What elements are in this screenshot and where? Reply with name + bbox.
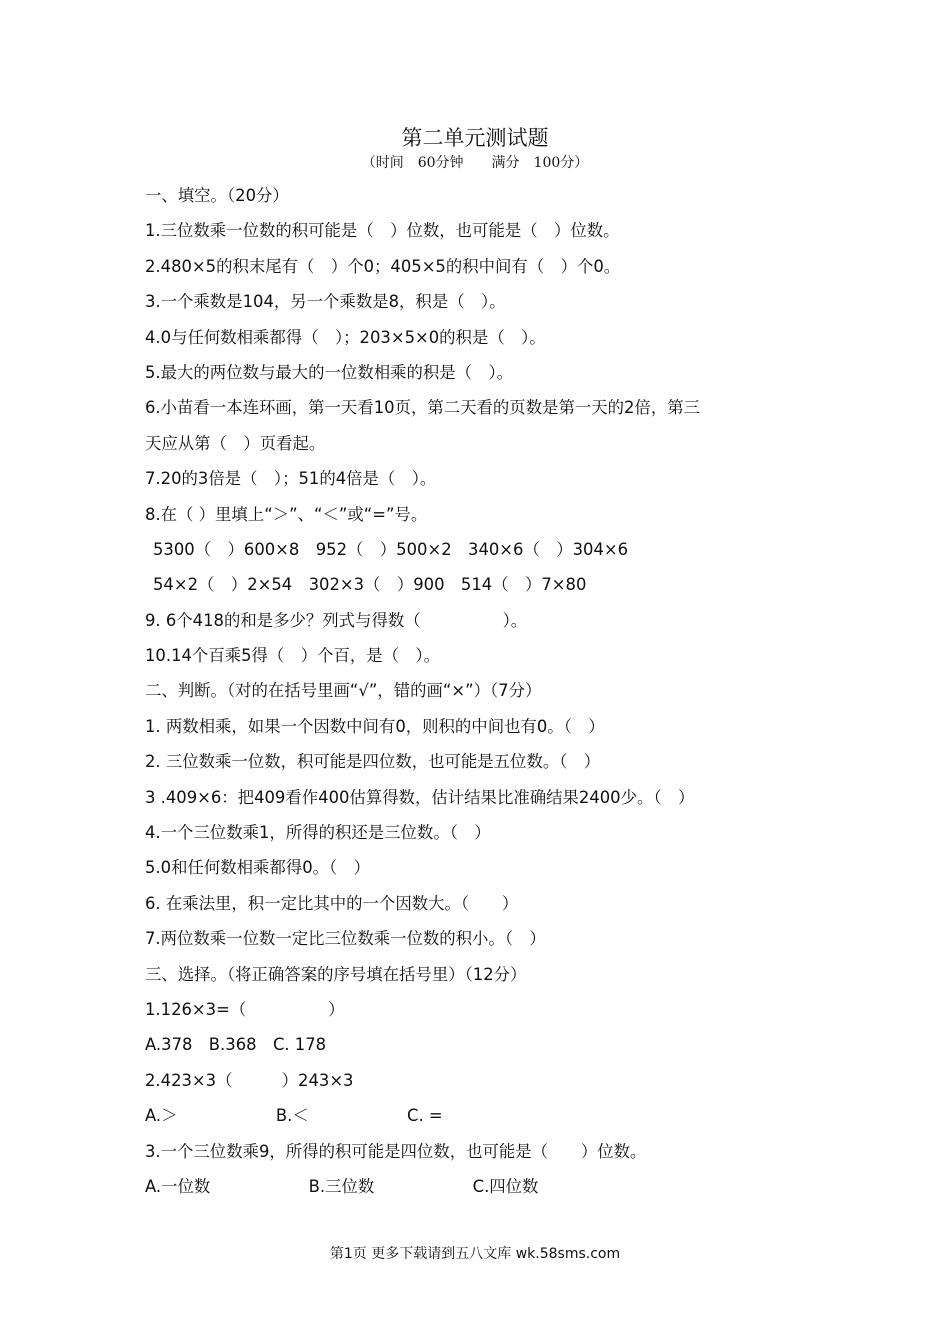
question-line: 1.三位数乘一位数的积可能是（ ）位数，也可能是（ ）位数。 bbox=[145, 221, 620, 241]
page-footer: 第1页 更多下载请到五八文库 wk.58sms.com bbox=[329, 1246, 621, 1262]
exam-info: （时间 60分钟 满分 100分） bbox=[361, 155, 589, 171]
comparison-row: 5300（ ）600×8 952（ ）500×2 340×6（ ）304×6 bbox=[153, 539, 629, 559]
question-line: 6.小苗看一本连环画，第一天看10页，第二天看的页数是第一天的2倍，第三 bbox=[145, 398, 701, 418]
section-heading-true-false: 二、判断。（对的在括号里画“√”，错的画“×”）（7分） bbox=[145, 681, 542, 701]
question-line: 8.在（ ）里填上“＞”、“＜”或“=”号。 bbox=[145, 504, 428, 524]
question-line: 2.480×5的积末尾有（ ）个0；405×5的积中间有（ ）个0。 bbox=[145, 256, 621, 276]
question-line: 1. 两数相乘，如果一个因数中间有0，则积的中间也有0。（ ） bbox=[145, 716, 605, 736]
question-line: 1.126×3=（ ） bbox=[145, 999, 345, 1019]
question-line: 10.14个百乘5得（ ）个百，是（ ）。 bbox=[145, 646, 441, 666]
question-line: 4.0与任何数相乘都得（ ）；203×5×0的积是（ ）。 bbox=[145, 327, 546, 347]
question-line: 2. 三位数乘一位数，积可能是四位数，也可能是五位数。（ ） bbox=[145, 752, 601, 772]
question-line: 天应从第（ ）页看起。 bbox=[145, 433, 326, 453]
answer-options: A.＞ B.＜ C. = bbox=[145, 1106, 443, 1126]
question-line: 3.一个乘数是104，另一个乘数是8，积是（ ）。 bbox=[145, 292, 506, 312]
question-line: 9. 6个418的和是多少？列式与得数（ ）。 bbox=[145, 610, 528, 630]
question-line: 7.两位数乘一位数一定比三位数乘一位数的积小。（ ） bbox=[145, 929, 546, 949]
answer-options: A.378 B.368 C. 178 bbox=[145, 1035, 327, 1055]
page-title: 第二单元测试题 bbox=[401, 126, 549, 150]
answer-options: A.一位数 B.三位数 C.四位数 bbox=[145, 1176, 539, 1196]
section-heading-fill-blanks: 一、填空。（20分） bbox=[145, 186, 289, 205]
question-line: 3.一个三位数乘9，所得的积可能是四位数，也可能是（ ）位数。 bbox=[145, 1141, 647, 1161]
comparison-row: 54×2（ ）2×54 302×3（ ）900 514（ ）7×80 bbox=[153, 575, 587, 595]
question-line: 2.423×3（ ）243×3 bbox=[145, 1070, 354, 1090]
question-list bbox=[145, 178, 825, 1204]
question-line: 5.0和任何数相乘都得0。（ ） bbox=[145, 858, 370, 878]
question-line: 6. 在乘法里，积一定比其中的一个因数大。（ ） bbox=[145, 893, 519, 913]
question-line: 3 .409×6：把409看作400估算得数，估计结果比准确结果2400少。（ ） bbox=[145, 787, 695, 807]
question-line: 7.20的3倍是（ ）；51的4倍是（ ）。 bbox=[145, 469, 437, 489]
question-line: 5.最大的两位数与最大的一位数相乘的积是（ ）。 bbox=[145, 362, 514, 382]
section-heading-multiple-choice: 三、选择。（将正确答案的序号填在括号里）（12分） bbox=[145, 964, 527, 984]
question-line: 4.一个三位数乘1，所得的积还是三位数。（ ） bbox=[145, 823, 491, 843]
